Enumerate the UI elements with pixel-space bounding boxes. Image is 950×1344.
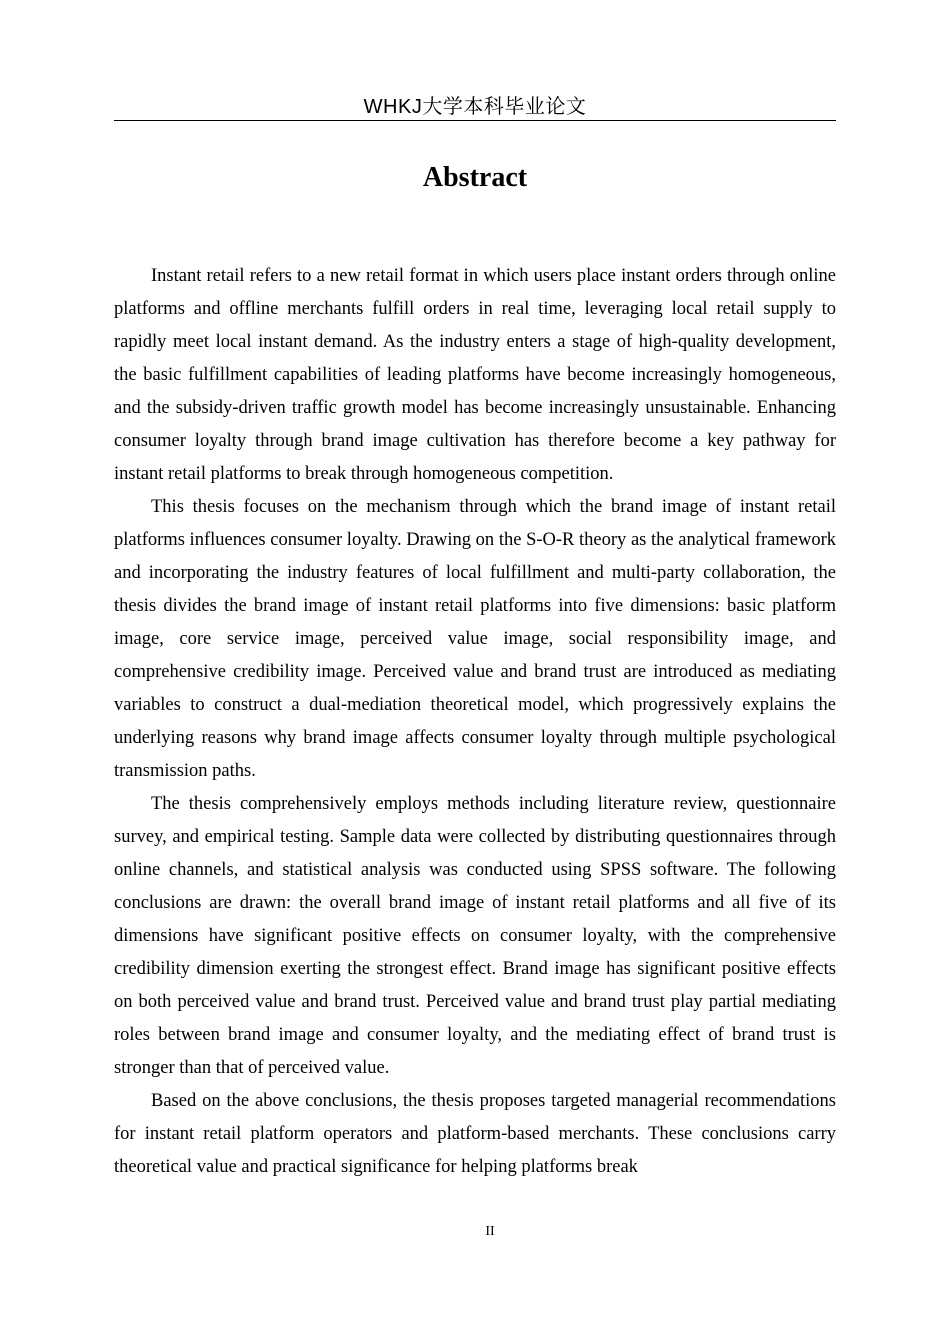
running-header: WHKJ大学本科毕业论文 xyxy=(363,96,587,118)
header-rule xyxy=(114,120,836,121)
page-number: II xyxy=(485,1224,495,1239)
paragraph: Instant retail refers to a new retail format in which users place instant orders through online platforms and offline merchants fulfill orders in real time, leveraging local retail supply to rapidly meet local instant demand. As the industry enters a stage of high-quality development, the basic fulfillment capabilities of leading platforms have become increasingly homogeneous, and the subsidy-driven traffic growth model has become increasingly unsustainable. Enhancing consumer loyalty through brand image cultivation has therefore become a key pathway for instant retail platforms to break through homogeneous competition. xyxy=(114,266,836,484)
paragraph: This thesis focuses on the mechanism through which the brand image of instant retail platforms influences consumer loyalty. Drawing on the S-O-R theory as the analytical framework and incorporating the industry features of local fulfillment and multi-party collaboration, the thesis divides the brand image of instant retail platforms into five dimensions: basic platform image, core service image, perceived value image, social responsibility image, and comprehensive credibility image. Perceived value and brand trust are introduced as mediating variables to construct a dual-mediation theoretical model, which progressively explains the underlying reasons why brand image affects consumer loyalty through multiple psychological transmission paths. xyxy=(114,497,836,781)
paragraph: The thesis comprehensively employs methods including literature review, questionnaire survey, and empirical testing. Sample data were collected by distributing questionnaires through online channels, and statistical analysis was conducted using SPSS software. The following conclusions are drawn: the overall brand image of instant retail platforms and all five of its dimensions have significant positive effects on consumer loyalty, with the comprehensive credibility dimension exerting the strongest effect. Brand image has significant positive effects on both perceived value and brand trust. Perceived value and brand trust play partial mediating roles between brand image and consumer loyalty, and the mediating effect of brand trust is stronger than that of perceived value. xyxy=(114,794,836,1078)
paragraph: Based on the above conclusions, the thesis proposes targeted managerial recommendations for instant retail platform operators and platform-based merchants. These conclusions carry theoretical value and practical significance for helping platforms break xyxy=(114,1091,836,1177)
abstract-title: Abstract xyxy=(422,162,528,193)
abstract-body xyxy=(114,260,836,1184)
